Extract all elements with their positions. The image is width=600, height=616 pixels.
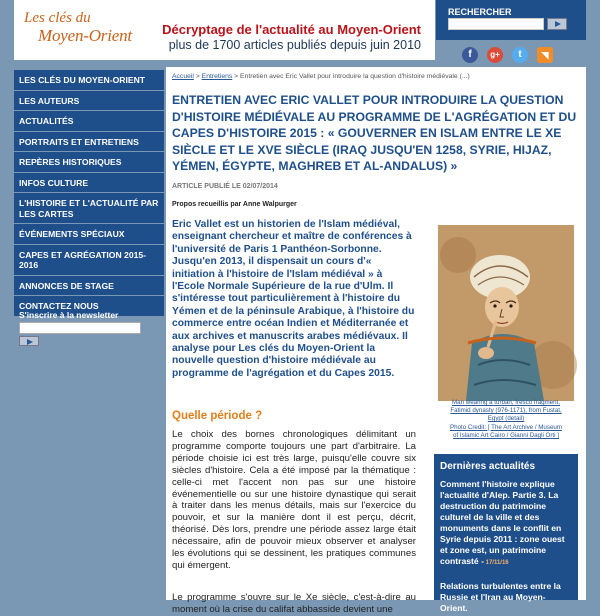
site-header [14,0,435,60]
breadcrumb-section[interactable]: Entretiens [201,73,233,80]
article-main [166,67,586,615]
article-title: ENTRETIEN AVEC ERIC VALLET POUR INTRODUIRE LA QUESTION D'HISTOIRE MÉDIÉVALE AU PROGRAMME DE L'AGRÉGATION ET DU CAPES D'HISTOIRE 2015 : « GOUVERNER EN ISLAM ENTRE LE XE SIÈCLE ET LE XVE SIÈCLE (IRAQ JUSQU'EN 1258, SYRIE, HIJAZ, YÉMEN, ÉGYPTE, MAGHREB ET AL-ANDALUS) » [172,93,577,173]
section-heading: Quelle période ? [172,410,263,422]
latest-news-item[interactable] [434,579,578,614]
sidebar-item-actualites[interactable]: ACTUALITÉS [14,111,164,132]
site-tagline [162,22,421,52]
facebook-icon[interactable]: f [462,47,478,63]
tagline-secondary: plus de 1700 articles publiés depuis juin 2010 [168,38,421,52]
search-submit-button[interactable] [547,18,567,30]
sidebar-item-culture[interactable]: INFOS CULTURE [14,173,164,194]
newsletter-submit-button[interactable] [19,336,39,346]
latest-news-heading: Dernières actualités [440,461,536,472]
latest-news-item[interactable] [434,477,578,569]
caption-line: of Islamic Art Cairo / Gianni Dagli Orti ] [453,431,559,439]
latest-news-panel [434,454,578,613]
article-intro: Eric Vallet est un historien de l'Islam médiéval, enseignant chercheur et maître de conférences à l'université de Paris 1 Panthéon-Sorbonne. Jusqu'en 2013, il dispensait un cours d'« initiation à l'histoire de l'Islam médiéval » à l'Ecole Normale Supérieure de la rue d'Ulm. Il s'intéresse tout particulièrement à l'histoire du Yémen et de la péninsule Arabique, à l'histoire du commerce entre océan Indien et Méditerranée et aux archives et manuscrits arabes médiévaux. Il analyse pour Les clés du Moyen-Orient la nouvelle question d'histoire médiévale au programme de l'agrégation et du Capes 2015. [172,219,415,379]
sidebar-nav [14,70,164,317]
sidebar-item-contact[interactable]: CONTACTEZ NOUS [14,296,164,317]
search-panel [436,0,586,40]
breadcrumb-sep: > [232,73,241,80]
sidebar-item-stage[interactable]: ANNONCES DE STAGE [14,276,164,297]
breadcrumb-current: Entretien avec Eric Vallet pour introduire la question d'histoire médiévale (...) [240,73,470,80]
latest-news-title: Comment l'histoire explique l'actualité d'Alep. Partie 3. La destruction du patrimoine culturel de la ville et des monuments dans le conflit en Syrie depuis 2011 : zone ouest et zone est, un patrimoine contrasté - [440,479,565,566]
logo-line1: Les clés du [24,10,91,26]
tagline-primary: Décryptage de l'actualité au Moyen-Orient [162,22,421,37]
article-byline: Propos recueillis par Anne Walpurger [172,201,297,208]
newsletter-label: S'inscrire à la newsletter [19,310,119,320]
sidebar-item-portraits[interactable]: PORTRAITS ET ENTRETIENS [14,132,164,153]
latest-news-title: Relations turbulentes entre la Russie et l'Iran au Moyen-Orient. [440,581,561,613]
breadcrumb-sep: > [193,73,202,80]
sidebar-item-capes[interactable]: CAPES ET AGRÉGATION 2015-2016 [14,245,164,276]
social-links [462,47,553,63]
article-paragraph: Le programme s'ouvre sur le Xe siècle, c'est-à-dire au moment où la crise du califat abbasside devient une [172,592,416,615]
search-input[interactable] [448,18,544,30]
caption-line: Man wearing a turban, fresco fragment, [452,399,560,406]
sidebar-item-auteurs[interactable]: LES AUTEURS [14,91,164,112]
site-logo[interactable] [24,10,174,50]
rss-icon[interactable]: ◥ [537,47,553,63]
image-caption[interactable] [438,399,574,440]
caption-line: Egypt (detail) [487,415,525,423]
breadcrumb-home[interactable]: Accueil [172,73,194,80]
latest-news-date: 17/11/16 [483,560,509,566]
sidebar-item-evenements[interactable]: ÉVÉNEMENTS SPÉCIAUX [14,224,164,245]
search-label: RECHERCHER [448,7,512,17]
twitter-icon[interactable]: t [512,47,528,63]
sidebar-item-cartes[interactable]: L'HISTOIRE ET L'ACTUALITÉ PAR LES CARTES [14,193,164,224]
sidebar-item-reperes[interactable]: REPÈRES HISTORIQUES [14,152,164,173]
sidebar-item-cles[interactable]: LES CLÉS DU MOYEN-ORIENT [14,70,164,91]
google-plus-icon[interactable]: g+ [487,47,503,63]
fresco-illustration [438,225,574,401]
article-paragraph: Le choix des bornes chronologiques délimitant un programme comporte toujours une part d'arbitraire. La période choisie ici est très large, puisqu'elle couvre six siècles d'histoire. Cela a été imposé par la thématique : celle-ci met l'accent non pas sur une histoire événementielle ou sur une histoire dynastique qui serait à traiter dans les menus détails, mais sur l'exercice du pouvoir, et sur la manière dont il est perçu, décrit, théorisé. Dès lors, prendre une période assez large était nécessaire, afin de pouvoir mieux observer et analyser les évolutions qui se dessinent, les pratiques communes qui émergent. [172,429,416,571]
fresco-image[interactable] [438,225,574,401]
caption-line: Photo Credit: [ The Art Archive / Museum [450,423,562,431]
article-pubdate: ARTICLE PUBLIÉ LE 02/07/2014 [172,183,278,190]
newsletter-email-input[interactable] [19,322,141,334]
breadcrumb [172,73,470,80]
logo-line2: Moyen-Orient [38,26,132,45]
caption-line: Fatimid dynasty (976-1171), from Fustat, [450,407,562,415]
